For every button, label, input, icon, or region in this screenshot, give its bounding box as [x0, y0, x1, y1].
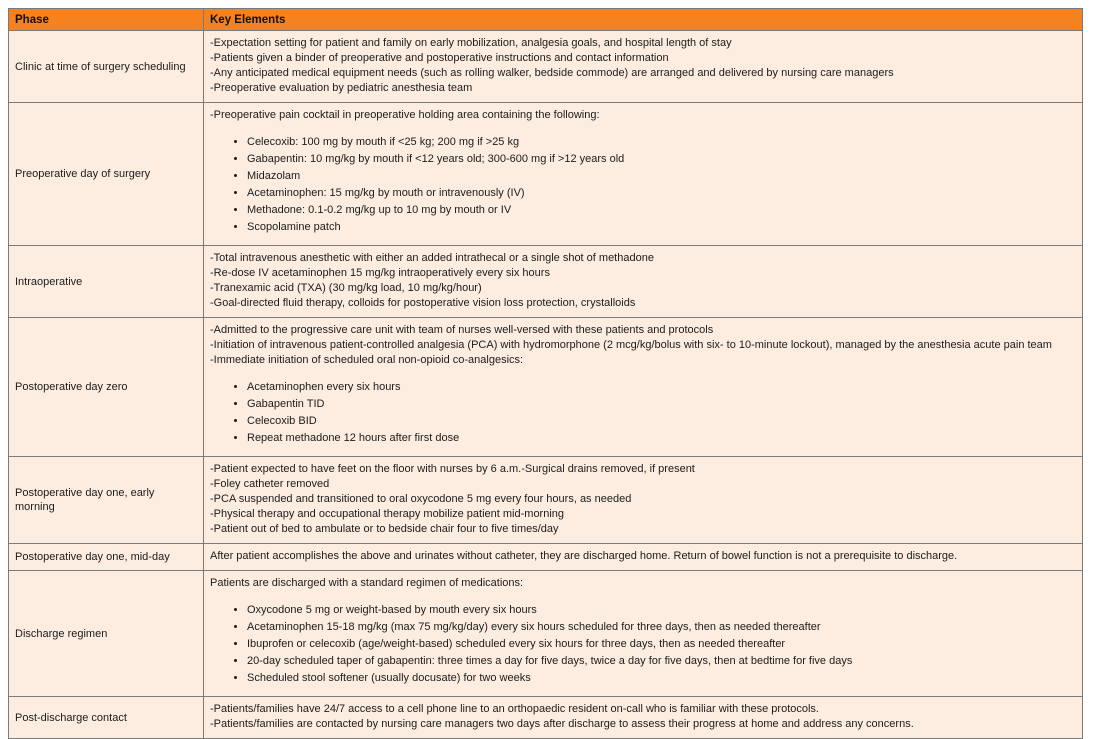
bullet-list: [210, 379, 1074, 447]
column-header-key-elements: Key Elements: [204, 9, 1083, 31]
header-row: [9, 9, 1083, 31]
table-row: [9, 457, 1083, 544]
text-line: -Patients/families have 24/7 access to a cell phone line to an orthopaedic resident on-call who is familiar with these protocols.: [210, 703, 819, 715]
key-elements-cell: [204, 457, 1083, 544]
phase-cell: Discharge regimen: [9, 571, 204, 697]
table-row: [9, 697, 1083, 739]
bullet-item: • 20-day scheduled taper of gabapentin: three times a day for five days, twice a day for five days, then at bedtime for five days: [247, 653, 1074, 670]
table-row: [9, 246, 1083, 318]
table-row: [9, 544, 1083, 571]
bullet-item: • Celecoxib: 100 mg by mouth if <25 kg; 200 mg if >25 kg: [247, 134, 1074, 151]
text-line: -Tranexamic acid (TXA) (30 mg/kg load, 10 mg/kg/hour): [210, 282, 482, 294]
text-line: -Patients/families are contacted by nursing care managers two days after discharge to assess their progress at home and address any concerns.: [210, 718, 914, 730]
bullet-item: • Ibuprofen or celecoxib (age/weight-based) scheduled every six hours for three days, then as needed thereafter: [247, 636, 1074, 653]
text-line: -PCA suspended and transitioned to oral oxycodone 5 mg every four hours, as needed: [210, 493, 632, 505]
text-line: -Expectation setting for patient and family on early mobilization, analgesia goals, and hospital length of stay: [210, 37, 732, 49]
phase-cell: Clinic at time of surgery scheduling: [9, 31, 204, 103]
key-elements-cell: [204, 544, 1083, 571]
bullet-item: • Gabapentin: 10 mg/kg by mouth if <12 years old; 300-600 mg if >12 years old: [247, 151, 1074, 168]
key-elements-cell: [204, 318, 1083, 457]
text-line: -Goal-directed fluid therapy, colloids for postoperative vision loss protection, crystalloids: [210, 297, 636, 309]
phase-cell: Postoperative day zero: [9, 318, 204, 457]
table-row: [9, 31, 1083, 103]
key-elements-cell: [204, 103, 1083, 246]
text-line: -Total intravenous anesthetic with either an added intrathecal or a single shot of methadone: [210, 252, 654, 264]
key-elements-cell: [204, 571, 1083, 697]
phase-cell: Postoperative day one, mid-day: [9, 544, 204, 571]
bullet-item: • Repeat methadone 12 hours after first dose: [247, 430, 1074, 447]
bullet-item: • Oxycodone 5 mg or weight-based by mouth every six hours: [247, 602, 1074, 619]
text-line: -Admitted to the progressive care unit with team of nurses well-versed with these patients and protocols: [210, 324, 714, 336]
text-line: -Patients given a binder of preoperative and postoperative instructions and contact information: [210, 52, 669, 64]
text-line: -Foley catheter removed: [210, 478, 330, 490]
bullet-item: • Acetaminophen: 15 mg/kg by mouth or intravenously (IV): [247, 185, 1074, 202]
column-header-phase: Phase: [9, 9, 204, 31]
text-line: After patient accomplishes the above and urinates without catheter, they are discharged home. Return of bowel function is not a prerequisite to discharge.: [210, 550, 958, 562]
key-elements-cell: [204, 697, 1083, 739]
key-elements-cell: [204, 31, 1083, 103]
key-elements-cell: [204, 246, 1083, 318]
bullet-item: • Celecoxib BID: [247, 413, 1074, 430]
bullet-item: • Scopolamine patch: [247, 219, 1074, 236]
bullet-list: [210, 602, 1074, 687]
table-row: [9, 571, 1083, 697]
bullet-item: • Acetaminophen 15-18 mg/kg (max 75 mg/kg/day) every six hours scheduled for three days, then as needed thereafter: [247, 619, 1074, 636]
phase-cell: Post-discharge contact: [9, 697, 204, 739]
table-body: [9, 31, 1083, 739]
table-header: [9, 9, 1083, 31]
text-line: -Preoperative evaluation by pediatric anesthesia team: [210, 82, 473, 94]
bullet-item: • Acetaminophen every six hours: [247, 379, 1074, 396]
text-line: -Immediate initiation of scheduled oral non-opioid co-analgesics:: [210, 354, 524, 366]
text-line: -Physical therapy and occupational therapy mobilize patient mid-morning: [210, 508, 565, 520]
bullet-item: • Midazolam: [247, 168, 1074, 185]
text-line: -Initiation of intravenous patient-controlled analgesia (PCA) with hydromorphone (2 mcg/kg/bolus with six- to 10-minute lockout), managed by the anesthesia acute pain team: [210, 339, 1052, 351]
bullet-list: [210, 134, 1074, 236]
phase-cell: Postoperative day one, early morning: [9, 457, 204, 544]
phase-cell: Preoperative day of surgery: [9, 103, 204, 246]
text-line: -Re-dose IV acetaminophen 15 mg/kg intraoperatively every six hours: [210, 267, 550, 279]
text-line: -Preoperative pain cocktail in preoperative holding area containing the following:: [210, 109, 600, 121]
bullet-item: • Scheduled stool softener (usually docusate) for two weeks: [247, 670, 1074, 687]
phase-cell: Intraoperative: [9, 246, 204, 318]
text-line: -Patient out of bed to ambulate or to bedside chair four to five times/day: [210, 523, 559, 535]
text-line: Patients are discharged with a standard regimen of medications:: [210, 577, 524, 589]
text-line: -Any anticipated medical equipment needs (such as rolling walker, bedside commode) are arranged and delivered by nursing care managers: [210, 67, 894, 79]
bullet-item: • Methadone: 0.1-0.2 mg/kg up to 10 mg by mouth or IV: [247, 202, 1074, 219]
table-row: [9, 318, 1083, 457]
text-line: -Patient expected to have feet on the floor with nurses by 6 a.m.-Surgical drains removed, if present: [210, 463, 695, 475]
protocol-table: [8, 8, 1083, 739]
table-row: [9, 103, 1083, 246]
bullet-item: • Gabapentin TID: [247, 396, 1074, 413]
